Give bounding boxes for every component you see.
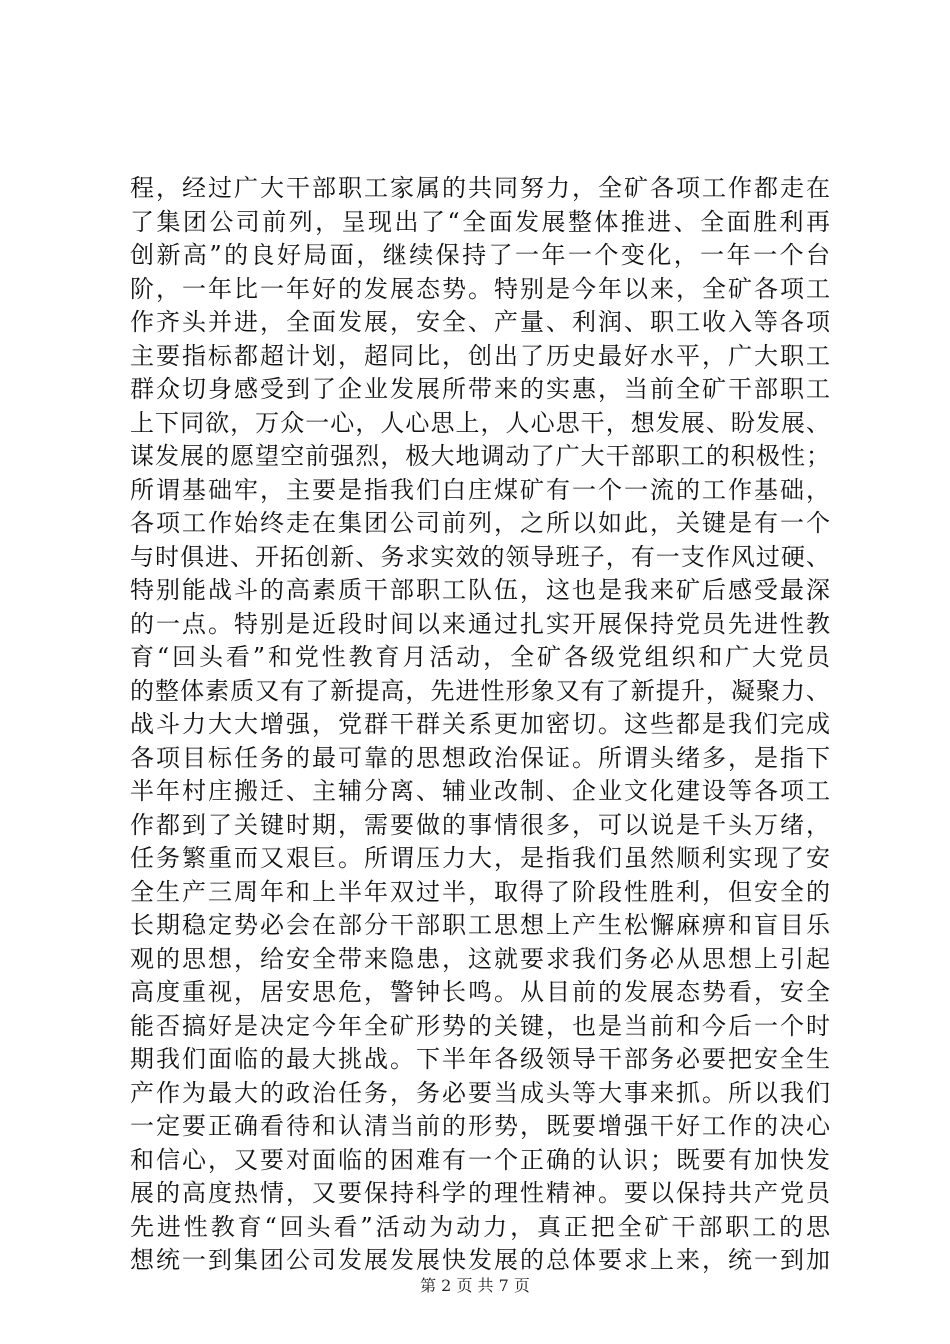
text-line: 育“回头看”和党性教育月活动，全矿各级党组织和广大党员: [130, 643, 830, 671]
text-line: 能否搞好是决定今年全矿形势的关键，也是当前和今后一个时: [130, 1011, 830, 1040]
text-line: 所谓基础牢，主要是指我们白庄煤矿有一个一流的工作基础，: [130, 475, 830, 504]
text-line: 想统一到集团公司发展发展快发展的总体要求上来，统一到加: [130, 1246, 830, 1274]
text-line: 上下同欲，万众一心，人心思上，人心思干，想发展、盼发展、: [130, 408, 830, 437]
text-line: 作齐头并进，全面发展，安全、产量、利润、职工收入等各项: [130, 308, 830, 336]
text-line: 阶，一年比一年好的发展态势。特别是今年以来，全矿各项工: [130, 274, 830, 303]
text-line: 创新高”的良好局面，继续保持了一年一个变化，一年一个台: [130, 241, 830, 269]
text-line: 先进性教育“回头看”活动为动力，真正把全矿干部职工的思: [130, 1212, 830, 1241]
text-line: 展的高度热情，又要保持科学的理性精神。要以保持共产党员: [130, 1179, 830, 1207]
text-line: 群众切身感受到了企业发展所带来的实惠，当前全矿干部职工: [130, 375, 830, 403]
text-line: 产作为最大的政治任务，务必要当成头等大事来抓。所以我们: [130, 1078, 830, 1107]
text-line: 观的思想，给安全带来隐患，这就要求我们务必从思想上引起: [130, 944, 830, 973]
text-line: 战斗力大大增强，党群干群关系更加密切。这些都是我们完成: [130, 710, 830, 738]
text-line: 主要指标都超计划，超同比，创出了历史最好水平，广大职工: [130, 341, 830, 370]
text-line: 的整体素质又有了新提高，先进性形象又有了新提升，凝聚力、: [130, 676, 830, 705]
text-line: 全生产三周年和上半年双过半，取得了阶段性胜利，但安全的: [130, 877, 830, 906]
text-line: 半年村庄搬迁、主辅分离、辅业改制、企业文化建设等各项工: [130, 777, 830, 805]
body-paragraph: [130, 172, 830, 1278]
text-line: 长期稳定势必会在部分干部职工思想上产生松懈麻痹和盲目乐: [130, 911, 830, 939]
text-line: 与时俱进、开拓创新、务求实效的领导班子，有一支作风过硬、: [130, 542, 830, 571]
text-line: 各项目标任务的最可靠的思想政治保证。所谓头绪多，是指下: [130, 743, 830, 772]
text-line: 各项工作始终走在集团公司前列，之所以如此，关键是有一个: [130, 509, 830, 537]
text-line: 作都到了关键时期，需要做的事情很多，可以说是千头万绪，: [130, 810, 830, 839]
page-number: 第 2 页 共 7 页: [420, 1276, 530, 1295]
text-line: 高度重视，居安思危，警钟长鸣。从目前的发展态势看，安全: [130, 978, 830, 1006]
text-line: 了集团公司前列，呈现出了“全面发展整体推进、全面胜利再: [130, 207, 830, 236]
text-line: 和信心，又要对面临的困难有一个正确的认识；既要有加快发: [130, 1145, 830, 1174]
text-line: 谋发展的愿望空前强烈，极大地调动了广大干部职工的积极性；: [130, 442, 830, 470]
text-line: 任务繁重而又艰巨。所谓压力大，是指我们虽然顺利实现了安: [130, 844, 830, 872]
text-line: 特别能战斗的高素质干部职工队伍，这也是我来矿后感受最深: [130, 576, 830, 604]
text-line: 的一点。特别是近段时间以来通过扎实开展保持党员先进性教: [130, 609, 830, 638]
text-line: 期我们面临的最大挑战。下半年各级领导干部务必要把安全生: [130, 1045, 830, 1073]
text-line: 一定要正确看待和认清当前的形势，既要增强干好工作的决心: [130, 1112, 830, 1140]
text-line: 程，经过广大干部职工家属的共同努力，全矿各项工作都走在: [130, 174, 830, 202]
